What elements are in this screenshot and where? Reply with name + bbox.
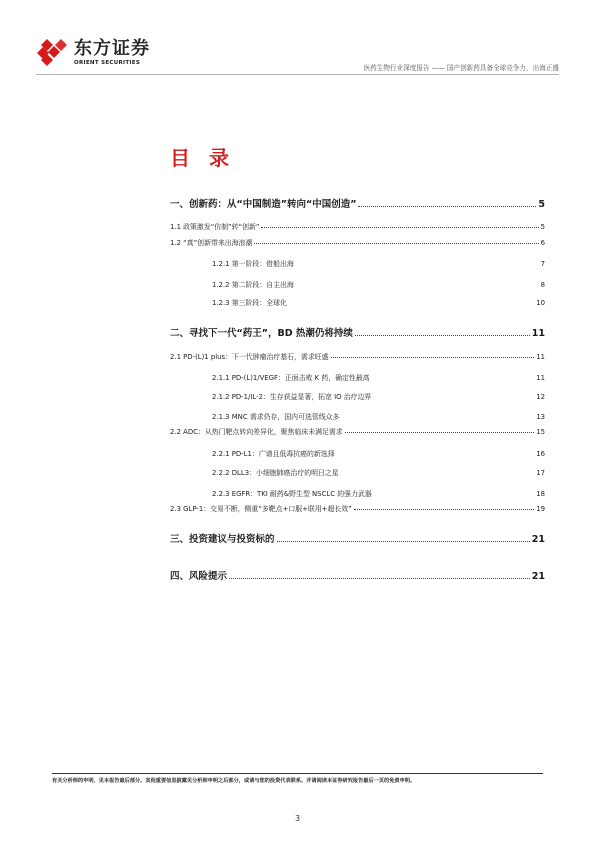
toc-entry[interactable]: 一、创新药：从“中国制造”转向“中国创造” 5 (170, 199, 545, 210)
toc-entry[interactable]: 2.2 ADC：从热门靶点转向差异化，聚焦临床未满足需求 15 (170, 428, 545, 436)
toc-entry[interactable]: 2.1.3 MNC 需求仍存，国内可选管线众多 13 (212, 413, 545, 421)
footer-disclaimer: 有关分析师的申明，见本报告最后部分。其他重要信息披露见分析师申明之后部分，或请与您的投资代表联系。并请阅读本证券研究报告最后一页的免责申明。 (52, 778, 416, 784)
toc-entry[interactable]: 1.1 政策激发“仿制”转“创新” 5 (170, 223, 545, 231)
report-subtitle: 医药生物行业深度报告 —— 国产创新药具备全球竞争力，出海正盛 (363, 64, 559, 72)
toc-entry[interactable]: 三、投资建议与投资标的 21 (170, 534, 545, 545)
toc-title: 目 录 (170, 146, 235, 170)
toc-entry[interactable]: 1.2.1 第一阶段：借船出海 7 (212, 260, 545, 268)
toc-entry[interactable]: 2.1.2 PD-1/IL-2：生存获益显著，拓宽 IO 治疗边界 12 (212, 393, 545, 401)
footer-divider (52, 773, 543, 774)
toc-entry[interactable]: 2.1 PD-(L)1 plus：下一代肿瘤治疗基石，需求旺盛 11 (170, 353, 545, 361)
toc-entry[interactable]: 1.2.3 第三阶段：全球化 10 (212, 299, 545, 307)
toc-entry[interactable]: 2.2.3 EGFR：TKI 耐药&野生型 NSCLC 的强力武器 18 (212, 490, 545, 498)
toc-entry[interactable]: 2.1.1 PD-(L)1/VEGF：正面击败 K 药，确定性最高 11 (212, 374, 545, 382)
logo-chinese-name: 东方证券 (74, 37, 150, 59)
page-number: 3 (294, 814, 301, 823)
toc-entry[interactable]: 1.2.2 第二阶段：自主出海 8 (212, 281, 545, 289)
toc-entry[interactable]: 2.2.2 DLL3：小细胞肺癌治疗的明日之星 17 (212, 469, 545, 477)
toc-entry[interactable]: 2.2.1 PD-L1：广谱且低毒抗癌的新选择 16 (212, 450, 545, 458)
toc-entry[interactable]: 四、风险提示 21 (170, 571, 545, 582)
logo-english-name: ORIENT SECURITIES (74, 59, 141, 66)
toc-entry[interactable]: 1.2 “真”创新带来出海浪潮 6 (170, 239, 545, 247)
toc-entry[interactable]: 2.3 GLP-1：交易不断，侧重“多靶点+口服+联用+超长效” 19 (170, 505, 545, 513)
toc-entry[interactable]: 二、寻找下一代“药王”，BD 热潮仍将持续 11 (170, 328, 545, 339)
